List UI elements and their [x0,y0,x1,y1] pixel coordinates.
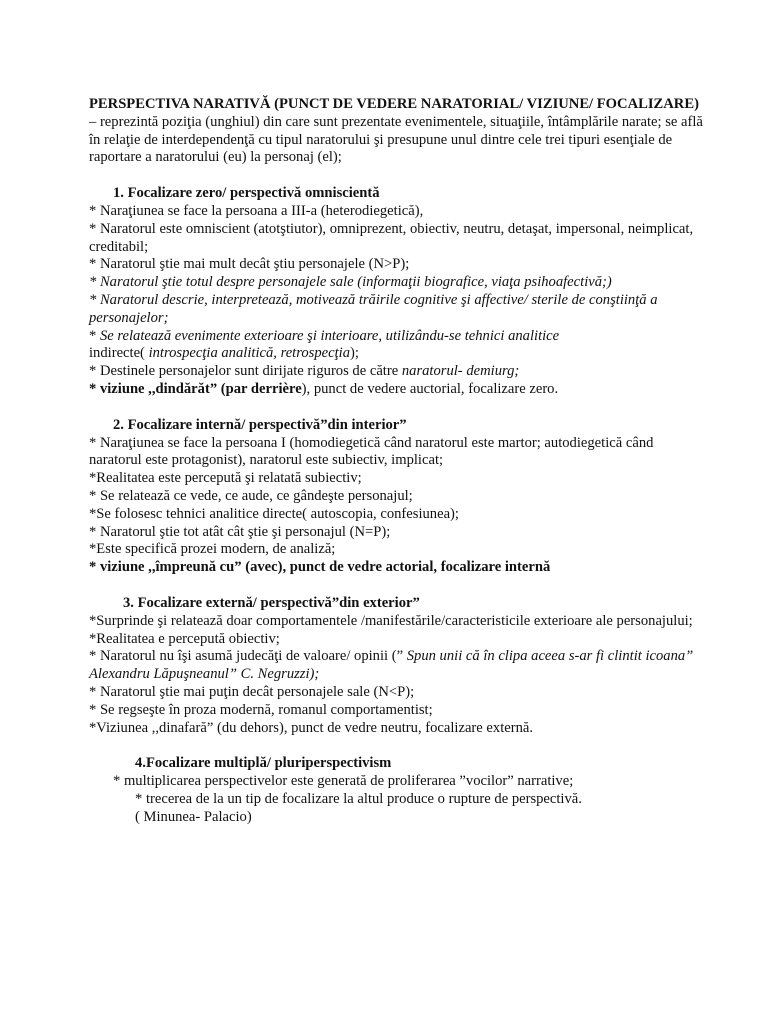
s1-line-6: * Se relatează evenimente exterioare şi interioare, utilizându-se tehnici analitice [89,327,560,344]
s3-line-4: * Naratorul ştie mai puţin decât personajele sale (N<P); [89,683,415,700]
s2-line-1: * Naraţiunea se face la persoana I (homodiegetică când naratorul este martor; autodiegetică când naratorul este protagonist), naratorul este subiectiv, implicat; [89,434,654,469]
s4-line-3: ( Minunea- Palacio) [135,808,252,825]
s1-line-7: indirecte( introspecţia analitică, retrospecţia); [89,345,359,362]
s3-line-1: *Surprinde şi relatează doar comportamentele /manifestările/caracteristicile exterioare ale personajului; [89,612,693,629]
s2-line-6: *Este specifică prozei modern, de analiză; [89,541,336,558]
intro-paragraph [89,96,709,167]
section-2-heading: 2. Focalizare internă/ perspectivă”din interior” [113,416,407,433]
s3-line-5: * Se regseşte în proza modernă, romanul comportamentist; [89,701,433,718]
s3-line-6: *Viziunea ,,dinafară” (du dehors), punct de vedre neutru, focalizare externă. [89,719,534,736]
s2-line-4: *Se folosesc tehnici analitice directe( autoscopia, confesiunea); [89,505,459,522]
s1-line-8: * Destinele personajelor sunt dirijate riguros de către naratorul- demiurg; [89,363,520,380]
s2-line-5: * Naratorul ştie tot atât cât ştie şi personajul (N=P); [89,523,391,540]
s4-line-2: * trecerea de la un tip de focalizare la altul produce o rupture de perspectivă. [135,790,582,807]
s3-line-3: * Naratorul nu îşi asumă judecăţi de valoare/ opinii (” Spun unii că în clipa aceea s-ar fi clintit icoana” Alexandru Lăpuşneanul” C. Negruzzi); [89,648,694,683]
s1-line-1: * Naraţiunea se face la persoana a III-a (heterodiegetică), [89,202,424,219]
s2-line-3: * Se relatează ce vede, ce aude, ce gândeşte personajul; [89,487,413,504]
s3-line-2: *Realitatea e percepută obiectiv; [89,630,280,647]
document-body [89,96,709,826]
section-3-heading: 3. Focalizare externă/ perspectivă”din exterior” [123,594,420,611]
s1-line-9: * viziune ,,dindărăt” (par derrière), punct de vedere auctorial, focalizare zero. [89,380,559,397]
intro-text: – reprezintă poziţia (unghiul) din care sunt prezentate evenimentele, situaţiile, întâmplările narate; se află în relaţie de interdependenţă cu tipul naratorului şi presupune unul dintre cele trei tipuri esenţiale de raportare a naratorului (eu) la personaj (el); [89,113,703,166]
s4-line-1: * multiplicarea perspectivelor este generată de proliferarea ”vocilor” narrative; [113,773,574,790]
s1-line-4: * Naratorul ştie totul despre personajele sale (informaţii biografice, viaţa psihoafectivă;) [89,274,612,291]
s1-line-2: * Naratorul este omniscient (atotştiutor), omniprezent, obiectiv, neutru, detaşat, impersonal, neimplicat, creditabil; [89,220,694,255]
section-4-heading: 4.Focalizare multiplă/ pluriperspectivism [135,755,392,772]
s2-line-7: * viziune ,,împreună cu” (avec), punct de vedre actorial, focalizare internă [89,559,551,576]
s1-line-3: * Naratorul ştie mai mult decât ştiu personajele (N>P); [89,256,410,273]
section-1-heading: 1. Focalizare zero/ perspectivă omniscientă [113,185,380,202]
s2-line-2: *Realitatea este percepută şi relatată subiectiv; [89,470,362,487]
intro-title: PERSPECTIVA NARATIVĂ (PUNCT DE VEDERE NARATORIAL/ VIZIUNE/ FOCALIZARE) [89,96,699,112]
s1-line-5: * Naratorul descrie, interpretează, motivează trăirile cognitive şi affective/ sterile de conştiinţă a personajelor; [89,291,658,326]
